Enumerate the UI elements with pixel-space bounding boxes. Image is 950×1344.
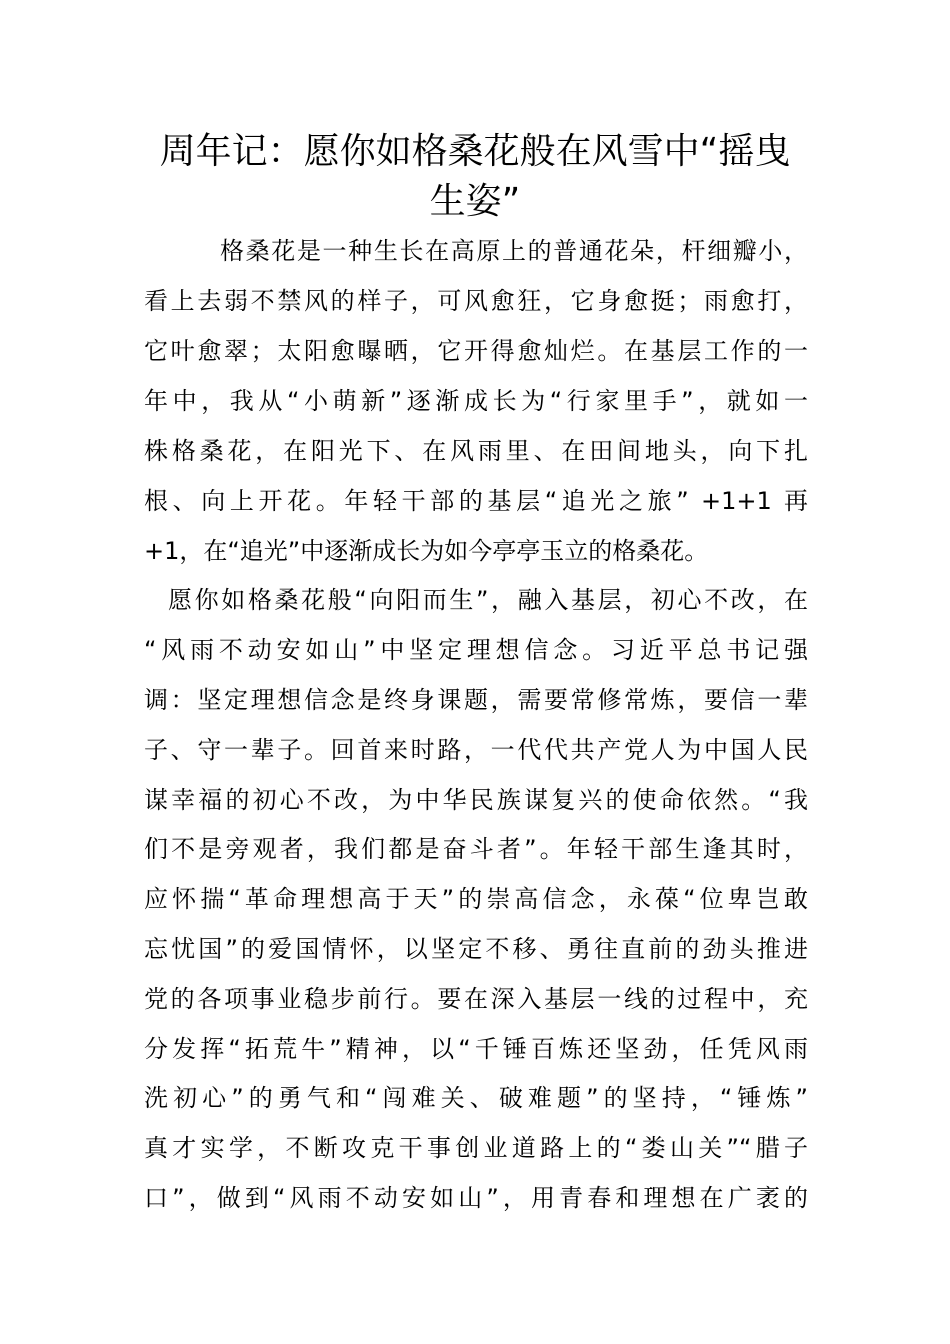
paragraph-2-line-12: 真才实学，不断攻克干事创业道路上的“娄山关”“腊子 [144, 1134, 808, 1162]
paragraph-2-line-4: 子、守一辈子。回首来时路，一代代共产党人为中国人民 [144, 736, 808, 764]
paragraph-1-line-1: 格桑花是一种生长在高原上的普通花朵，杆细瓣小， [220, 237, 808, 265]
paragraph-2-line-6: 们不是旁观者，我们都是奋斗者”。年轻干部生逢其时， [144, 835, 808, 863]
paragraph-2-line-10: 分发挥“拓荒牛”精神，以“千锤百炼还坚劲，任凭风雨 [144, 1035, 808, 1063]
paragraph-1-line-4: 年中，我从“小萌新”逐渐成长为“行家里手”，就如一 [144, 387, 808, 415]
paragraph-1-line-2: 看上去弱不禁风的样子，可风愈狂，它身愈挺；雨愈打， [144, 287, 808, 315]
paragraph-1-line-3: 它叶愈翠；太阳愈曝晒，它开得愈灿烂。在基层工作的一 [144, 337, 808, 365]
paragraph-2-line-7: 应怀揣“革命理想高于天”的崇高信念，永葆“位卑岂敢 [144, 885, 808, 913]
paragraph-1-line-7: +1，在“追光”中逐渐成长为如今亭亭玉立的格桑花。 [144, 537, 709, 565]
paragraph-2-line-2: “风雨不动安如山”中坚定理想信念。习近平总书记强 [144, 636, 808, 664]
paragraph-2-line-5: 谋幸福的初心不改，为中华民族谋复兴的使命依然。“我 [144, 786, 808, 814]
paragraph-2-line-8: 忘忧国”的爱国情怀，以坚定不移、勇往直前的劲头推进 [144, 935, 808, 963]
paragraph-2-line-13: 口”，做到“风雨不动安如山”，用青春和理想在广袤的 [144, 1184, 808, 1212]
document-title-line-1: 周年记：愿你如格桑花般在风雪中“摇曳 [159, 131, 791, 172]
paragraph-1-line-6: 根、向上开花。年轻干部的基层“追光之旅” +1+1 再 [144, 487, 808, 515]
paragraph-2-line-1: 愿你如格桑花般“向阳而生”，融入基层，初心不改，在 [168, 586, 808, 614]
paragraph-2-line-9: 党的各项事业稳步前行。要在深入基层一线的过程中，充 [144, 985, 808, 1013]
paragraph-2-line-3: 调：坚定理想信念是终身课题，需要常修常炼，要信一辈 [144, 686, 808, 714]
paragraph-2-line-11: 洗初心”的勇气和“闯难关、破难题”的坚持，“锤炼” [144, 1084, 808, 1112]
paragraph-1-line-5: 株格桑花，在阳光下、在风雨里、在田间地头，向下扎 [144, 437, 808, 465]
document-title-line-2: 生姿” [429, 181, 521, 222]
